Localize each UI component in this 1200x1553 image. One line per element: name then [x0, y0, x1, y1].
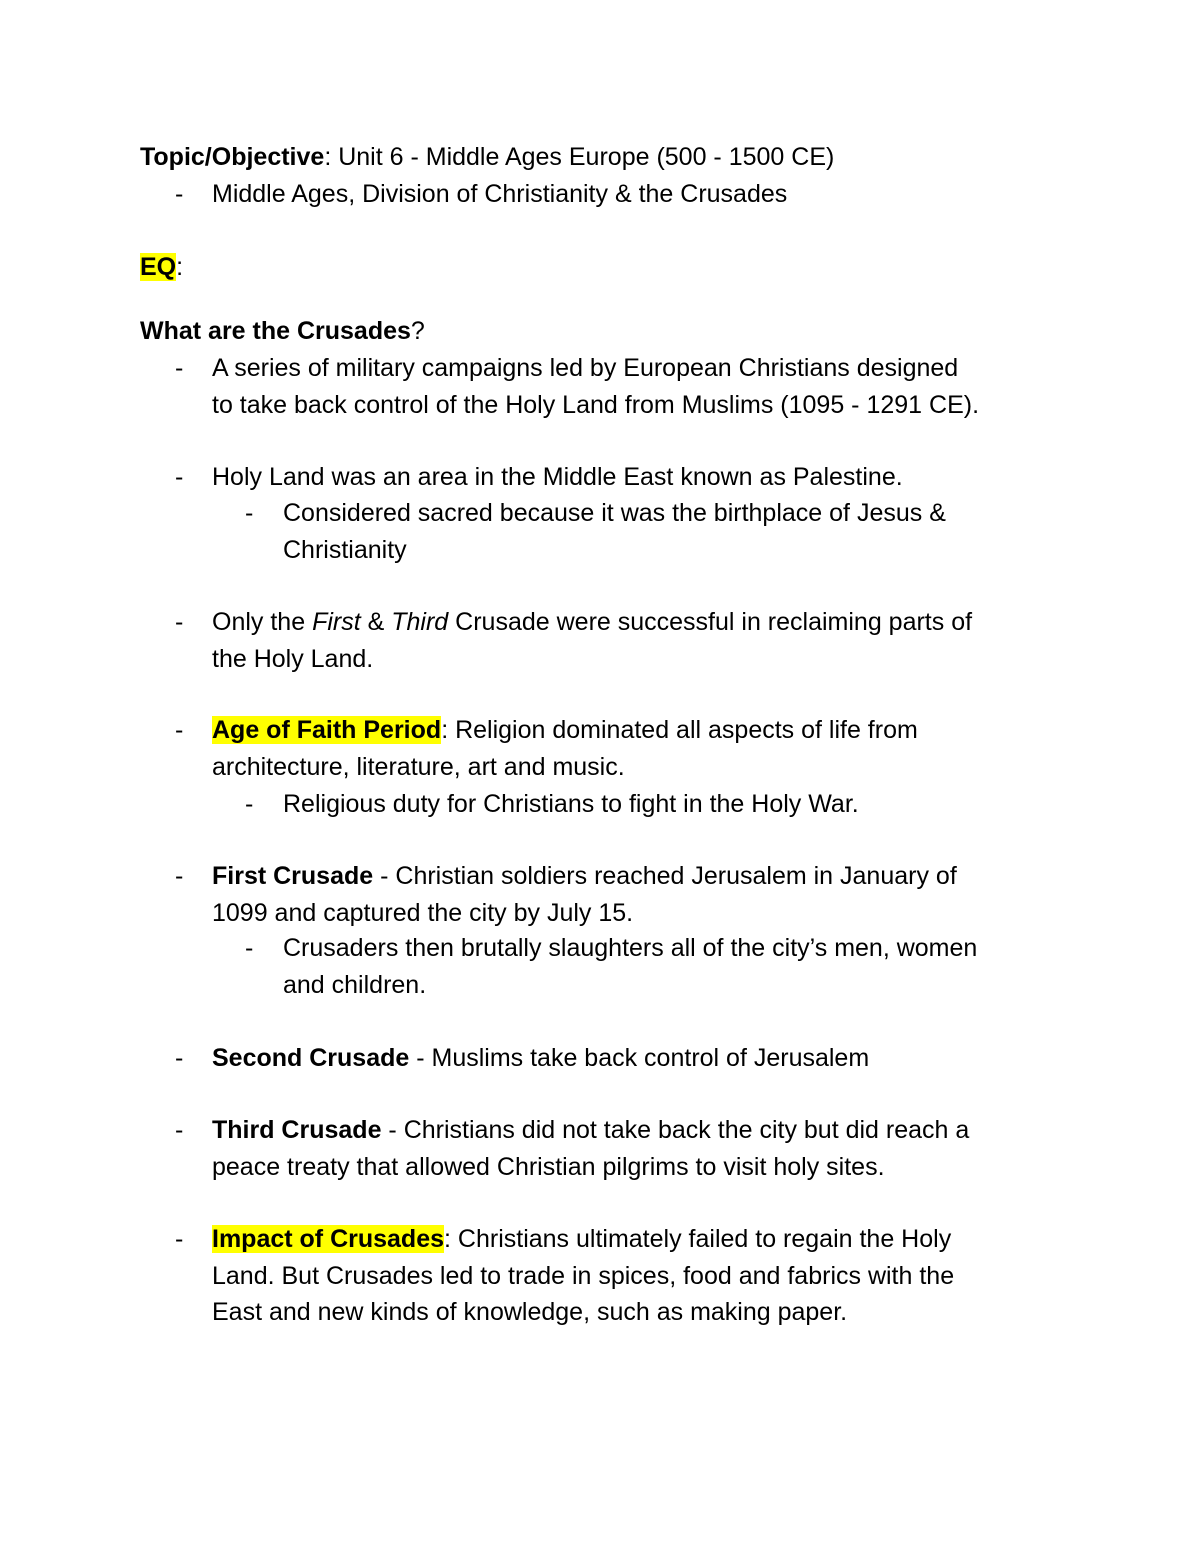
- text-run: - Christians did not take back the city but did reach a: [381, 1116, 970, 1144]
- bullet-text: Religious duty for Christians to fight in the Holy War.: [283, 790, 859, 818]
- highlighted-term: Age of Faith Period: [212, 716, 442, 744]
- bullet-line: [212, 604, 1072, 641]
- bullet-text: [212, 1040, 1072, 1077]
- question-text: What are the Crusades: [140, 317, 411, 345]
- topic-line: [140, 139, 1080, 176]
- bullet-dash: -: [245, 790, 254, 818]
- bullet-line: [212, 712, 1072, 749]
- bullet-line: Christianity: [283, 535, 407, 564]
- bullet-dash: -: [245, 499, 254, 527]
- text-run: Only the: [212, 608, 313, 636]
- bullet-line: [212, 1112, 1072, 1149]
- bullet-text: [212, 712, 1072, 785]
- bullet-text: Holy Land was an area in the Middle East known as Palestine.: [212, 463, 903, 491]
- bullet-line: East and new kinds of knowledge, such as making paper.: [212, 1298, 848, 1326]
- bullet-dash: -: [175, 1225, 184, 1253]
- text-run: &: [360, 608, 392, 636]
- italic-first: First: [312, 608, 361, 636]
- bullet-line: [212, 1221, 1072, 1258]
- bullet-text: [212, 350, 1072, 423]
- text-run: : Christians ultimately failed to regain the Holy: [444, 1225, 952, 1253]
- bullet-line: A series of military campaigns led by European Christians designed: [212, 354, 959, 382]
- bullet-line: and children.: [283, 970, 427, 999]
- topic-value: Unit 6 - Middle Ages Europe (500 - 1500 CE): [338, 143, 835, 171]
- text-run: - Muslims take back control of Jerusalem: [409, 1044, 870, 1072]
- topic-separator: :: [324, 143, 339, 171]
- bullet-dash: -: [175, 463, 184, 491]
- bullet-text: [212, 1221, 1072, 1331]
- bullet-line: peace treaty that allowed Christian pilgrims to visit holy sites.: [212, 1152, 885, 1181]
- bullet-dash: -: [175, 180, 184, 208]
- bullet-line: Land. But Crusades led to trade in spices, food and fabrics with the: [212, 1261, 955, 1290]
- bullet-dash: -: [175, 1116, 184, 1144]
- eq-separator: :: [176, 253, 184, 281]
- bullet-line: Crusaders then brutally slaughters all of the city’s men, women: [283, 934, 978, 962]
- bullet-line: 1099 and captured the city by July 15.: [212, 898, 634, 927]
- text-run: : Religion dominated all aspects of life from: [441, 716, 918, 744]
- topic-label: Topic/Objective: [140, 143, 325, 171]
- eq-line: [140, 249, 1080, 286]
- bullet-dash: -: [175, 862, 184, 890]
- highlighted-term: Impact of Crusades: [212, 1225, 445, 1253]
- bullet-dash: -: [175, 1044, 184, 1072]
- bold-term: First Crusade: [212, 862, 374, 890]
- bullet-text: [212, 858, 1072, 931]
- bullet-text: [212, 604, 1072, 677]
- bullet-line: the Holy Land.: [212, 644, 374, 673]
- bullet-line: to take back control of the Holy Land from Muslims (1095 - 1291 CE).: [212, 390, 980, 419]
- bullet-dash: -: [175, 716, 184, 744]
- text-run: - Christian soldiers reached Jerusalem in January of: [373, 862, 957, 890]
- topic-sub-text: Middle Ages, Division of Christianity & the Crusades: [212, 180, 788, 208]
- bullet-line: Considered sacred because it was the birthplace of Jesus &: [283, 499, 946, 527]
- bullet-dash: -: [175, 608, 184, 636]
- eq-label: EQ: [140, 253, 177, 281]
- bullet-text: [283, 930, 1073, 1003]
- bold-term: Third Crusade: [212, 1116, 382, 1144]
- question-heading: [140, 313, 1080, 350]
- bullet-line: [212, 858, 1072, 895]
- bullet-line: architecture, literature, art and music.: [212, 752, 625, 781]
- question-mark: ?: [410, 317, 425, 345]
- bullet-text: [283, 495, 1073, 568]
- italic-third: Third: [391, 608, 449, 636]
- bold-term: Second Crusade: [212, 1044, 410, 1072]
- bullet-dash: -: [245, 934, 254, 962]
- text-run: Crusade were successful in reclaiming parts of: [448, 608, 973, 636]
- bullet-dash: -: [175, 354, 184, 382]
- bullet-text: [212, 1112, 1072, 1185]
